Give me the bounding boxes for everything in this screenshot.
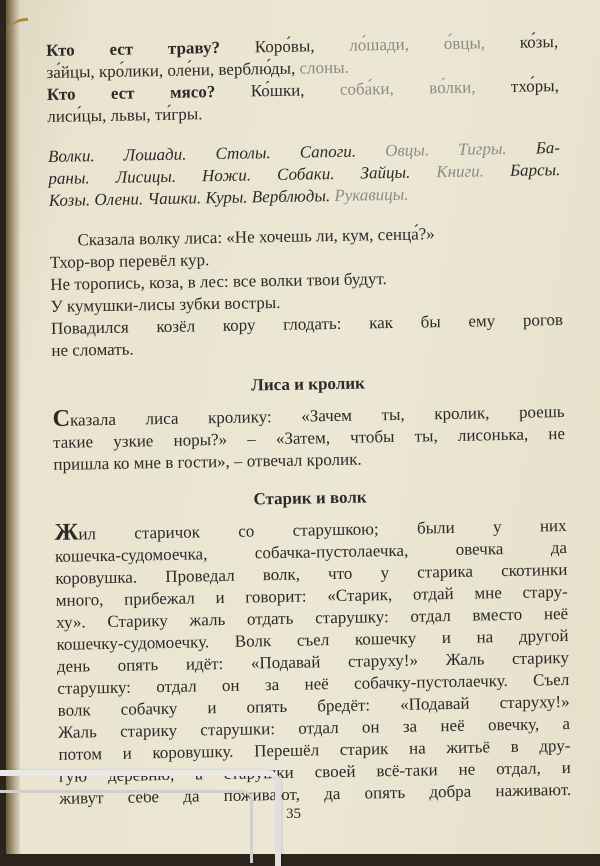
story2-line: много, прибежал и говорит: «Старик, отдай мне стару-	[55, 581, 568, 610]
story2-line: потом и коровушку. Перешёл старик на житьё в дру-	[58, 735, 571, 764]
story1-line: пришла ко мне в гости», – отвечал кролик.	[53, 449, 362, 474]
dropcap: С	[52, 405, 71, 432]
page-number: 35	[286, 806, 301, 822]
story1-line: такие узкие норы?» – «Затем, чтобы ты, лисонька, не	[52, 424, 566, 452]
story2-line: живут себе да поживают, да опять добра наживают.	[59, 779, 572, 808]
proverb-line: У кумушки-лисы зубки востры.	[50, 292, 281, 316]
story2-line: волк собачку и опять бредёт: «Подавай старуху!»	[57, 691, 570, 720]
story2-line: день опять идёт: «Подавай старуху!» Жаль старику	[56, 647, 570, 676]
story2-line: кошечка-судомоечка, собачка-пустолаечка, овечка да	[54, 537, 568, 566]
proverb-line: Не торопись, коза, в лес: все волки твои будут.	[50, 269, 387, 294]
italic-line-2: раны. Лисицы. Ножи. Собаки. Зайцы. Книги. Барсы.	[48, 160, 561, 188]
story2-line: кошечку-судомоечку. Волк съел кошечку и на другой	[56, 625, 569, 654]
story2-line: гую деревню, а старушки своей всё-таки не отдал, и	[58, 757, 571, 786]
story2-line: старушку: отдал он за неё собачку-пустолаечку. Съел	[57, 669, 570, 698]
meat-line-1: Кто ест мясо? Ко́шки, соба́ки, во́лки, тхо́ры,	[46, 76, 560, 104]
proverb-line: Сказала волку лиса: «Не хочешь ли, кум, сенца́?»	[77, 224, 435, 250]
proverb-line: Тхор-вор перевёл кур.	[49, 250, 210, 272]
page-text	[46, 31, 571, 810]
story2-line: ху». Старику жаль отдать старушку: отдал вместо неё	[56, 603, 569, 632]
story1-line: Сказала лиса кролику: «Зачем ты, кролик, роешь	[52, 402, 565, 432]
proverb-line: Повадился козёл кору глодать: как бы ему рогов	[50, 310, 564, 338]
book-page	[6, 0, 600, 854]
story2-line: Жил старичок со старушкою; были у них	[54, 515, 567, 546]
book-stand-wire-inner	[0, 790, 253, 863]
meat-line-2: лиси́цы, львы, ти́гры.	[47, 104, 203, 126]
story1-title: Лиса и кролик	[251, 373, 366, 395]
grass-line-1: Кто ест траву? Коро́вы, ло́шади, о́вцы, ко́зы,	[46, 32, 559, 60]
italic-line-1: Волки. Лошади. Столы. Сапоги. Овцы. Тигры. Ба-	[47, 138, 561, 166]
story2-line: Жаль старику старушки: отдал он за неё овечку, а	[57, 713, 571, 742]
book-spine	[6, 0, 20, 854]
proverb-line: не сломать.	[51, 339, 134, 360]
dropcap: Ж	[54, 519, 79, 546]
story2-title: Старик и волк	[253, 487, 367, 509]
italic-line-3: Козы. Олени. Чашки. Куры. Верблюды. Рукавицы.	[48, 184, 409, 210]
story2-line: коровушка. Проведал волк, что у старика скотинки	[55, 559, 568, 588]
grass-line-2: за́йцы, кро́лики, оле́ни, верблю́ды, слоны.	[46, 57, 349, 82]
